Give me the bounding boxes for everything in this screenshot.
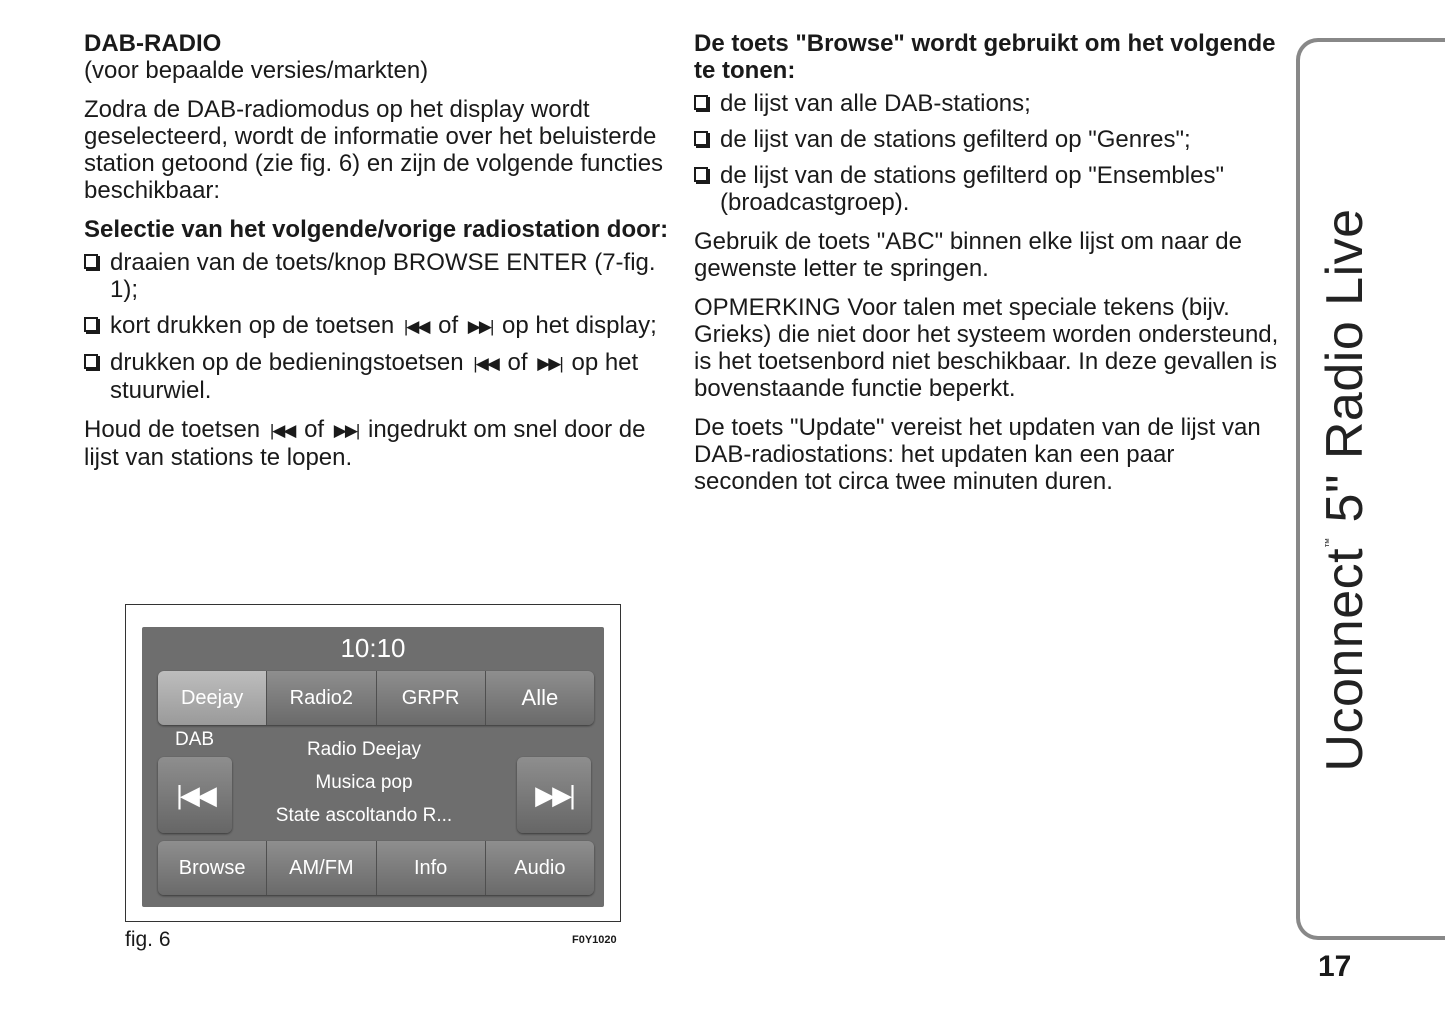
browse-list: [694, 90, 1279, 216]
chapter-title: Uconnect™ 5" Radio Live: [1316, 208, 1374, 772]
genre-label: Musica pop: [315, 772, 413, 793]
section-subheading: (voor bepaalde versies/markten): [84, 57, 429, 84]
figure-caption: fig. 6: [125, 928, 171, 951]
next-station-button[interactable]: ▶▶|: [517, 757, 591, 833]
station-name: Radio Deejay: [306, 739, 422, 760]
list-item: de lijst van alle DAB-stations;: [694, 90, 1279, 117]
bottom-bar: [158, 841, 594, 895]
checkbox-bullet-icon: [84, 317, 98, 332]
tab-grpr[interactable]: GRPR: [377, 671, 486, 725]
previous-station-button[interactable]: |◀◀: [158, 757, 232, 833]
status-text: State ascoltando R...: [275, 805, 453, 826]
note-paragraph: OPMERKING Voor talen met speciale tekens (bijv. Grieks) die niet door het systeem worden ondersteund, is het toetsenbord niet beschikbaar. In deze gevallen is bovenstaande functie beperkt.: [694, 294, 1279, 402]
list-item: de lijst van de stations gefilterd op "Ensembles" (broadcastgroep).: [694, 162, 1279, 216]
figure-6: [125, 604, 621, 922]
next-track-icon: ▶▶|: [333, 421, 359, 440]
previous-track-icon: |◀◀: [473, 354, 498, 373]
band-label: DAB: [175, 729, 215, 750]
section-heading: DAB-RADIO: [84, 30, 222, 57]
left-column: [84, 30, 669, 483]
preset-tabs: [158, 671, 594, 725]
am-fm-button[interactable]: AM/FM: [267, 841, 376, 895]
figure-code: F0Y1020: [572, 934, 617, 946]
checkbox-bullet-icon: [84, 354, 98, 369]
tab-alle[interactable]: Alle: [486, 671, 594, 725]
next-track-icon: ▶▶|: [537, 354, 562, 373]
checkbox-bullet-icon: [694, 167, 708, 182]
previous-track-icon: |◀◀: [269, 421, 295, 440]
audio-button[interactable]: Audio: [486, 841, 594, 895]
list-item: de lijst van de stations gefilterd op "Genres";: [694, 126, 1279, 153]
list-item: kort drukken op de toetsen |◀◀ of ▶▶| op het display;: [84, 312, 669, 340]
selection-heading: Selectie van het volgende/vorige radiostation door:: [84, 216, 669, 243]
list-item: draaien van de toets/knop BROWSE ENTER (7-fig. 1);: [84, 249, 669, 303]
page-number: 17: [1318, 950, 1352, 983]
browse-heading: De toets "Browse" wordt gebruikt om het volgende te tonen:: [694, 30, 1276, 84]
checkbox-bullet-icon: [694, 95, 708, 110]
selection-list: [84, 249, 669, 404]
radio-display: [142, 627, 604, 907]
previous-track-icon: |◀◀: [403, 317, 429, 336]
right-column: [694, 30, 1279, 507]
list-item: drukken op de bedieningstoetsen |◀◀ of ▶▶| op het stuurwiel.: [84, 349, 669, 404]
next-track-icon: ▶▶|: [467, 317, 493, 336]
checkbox-bullet-icon: [694, 131, 708, 146]
tab-deejay[interactable]: Deejay: [158, 671, 267, 725]
intro-paragraph: Zodra de DAB-radiomodus op het display wordt geselecteerd, wordt de informatie over het beluisterde station getoond (zie fig. 6) en zijn de volgende functies beschikbaar:: [84, 96, 664, 204]
update-paragraph: De toets "Update" vereist het updaten van de lijst van DAB-radiostations: het updaten kan een paar seconden tot circa twee minuten duren.: [694, 414, 1261, 495]
hold-paragraph: Houd de toetsen |◀◀ of ▶▶| ingedrukt om snel door de lijst van stations te lopen.: [84, 416, 646, 471]
checkbox-bullet-icon: [84, 254, 98, 269]
clock: 10:10: [340, 633, 406, 663]
abc-paragraph: Gebruik de toets "ABC" binnen elke lijst om naar de gewenste letter te springen.: [694, 228, 1242, 282]
browse-button[interactable]: Browse: [158, 841, 267, 895]
tab-radio2[interactable]: Radio2: [267, 671, 376, 725]
info-button[interactable]: Info: [377, 841, 486, 895]
